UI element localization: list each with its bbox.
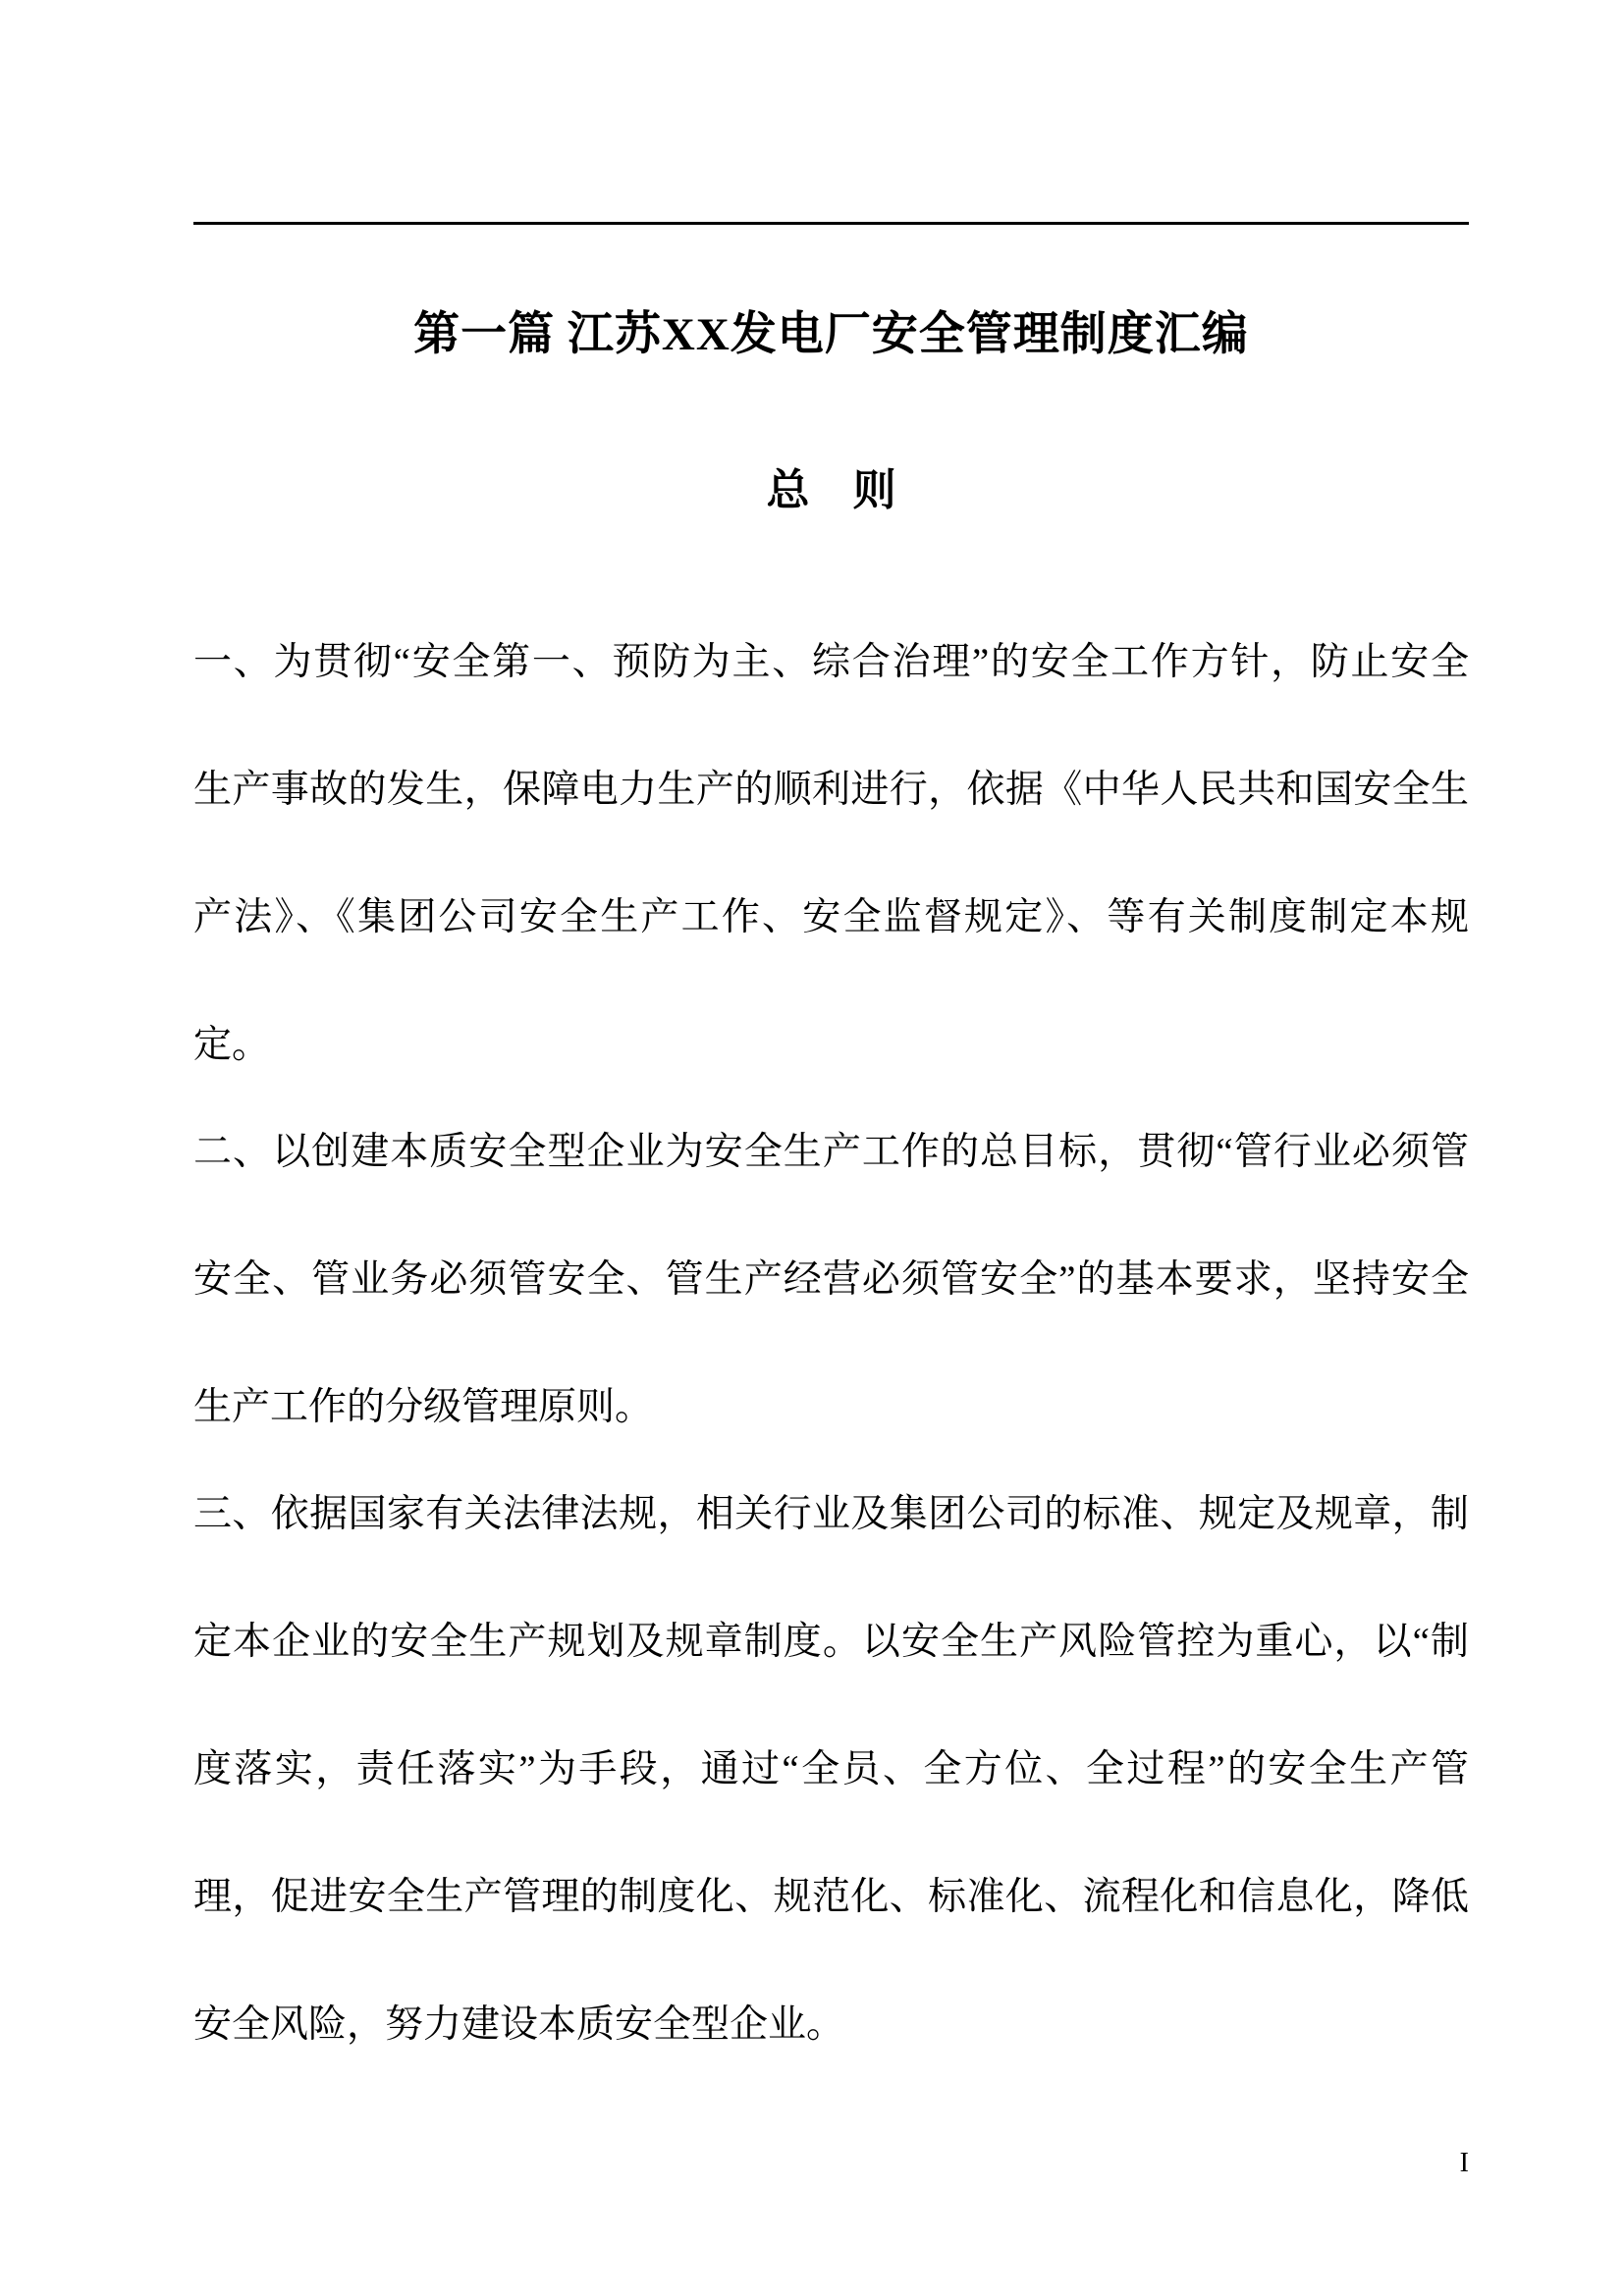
text-line: 二、以创建本质安全型企业为安全生产工作的总目标，贯彻“管行业必须管: [193, 1131, 1469, 1173]
page-number: I: [1459, 2148, 1469, 2178]
paragraph-3: [193, 1451, 1469, 2089]
document-body: [193, 599, 1469, 2089]
text-line: 生产工作的分级管理原则。: [193, 1386, 654, 1428]
text-line: 安全、管业务必须管安全、管生产经营必须管安全”的基本要求，坚持安全: [193, 1258, 1469, 1301]
text-line: 一、为贯彻“安全第一、预防为主、综合治理”的安全工作方针，防止安全: [193, 641, 1469, 683]
text-line: 定。: [193, 1024, 271, 1066]
paragraph-2: [193, 1089, 1469, 1471]
text-line: 产法》、《集团公司安全生产工作、安全监督规定》、等有关制度制定本规: [193, 896, 1469, 938]
text-line: 三、依据国家有关法律法规，相关行业及集团公司的标准、规定及规章，制: [193, 1493, 1469, 1535]
text-line: 安全风险，努力建设本质安全型企业。: [193, 2003, 845, 2046]
document-title: 第一篇 江苏XX发电厂安全管理制度汇编: [413, 309, 1249, 360]
paragraph-1: [193, 599, 1469, 1109]
section-heading: 总 则: [766, 466, 896, 514]
header-divider: [193, 222, 1469, 225]
text-line: 理，促进安全生产管理的制度化、规范化、标准化、流程化和信息化，降低: [193, 1876, 1469, 1918]
text-line: 度落实，责任落实”为手段，通过“全员、全方位、全过程”的安全生产管: [193, 1748, 1469, 1790]
text-line: 定本企业的安全生产规划及规章制度。以安全生产风险管控为重心，以“制: [193, 1621, 1469, 1663]
text-line: 生产事故的发生，保障电力生产的顺利进行，依据《中华人民共和国安全生: [193, 769, 1469, 811]
